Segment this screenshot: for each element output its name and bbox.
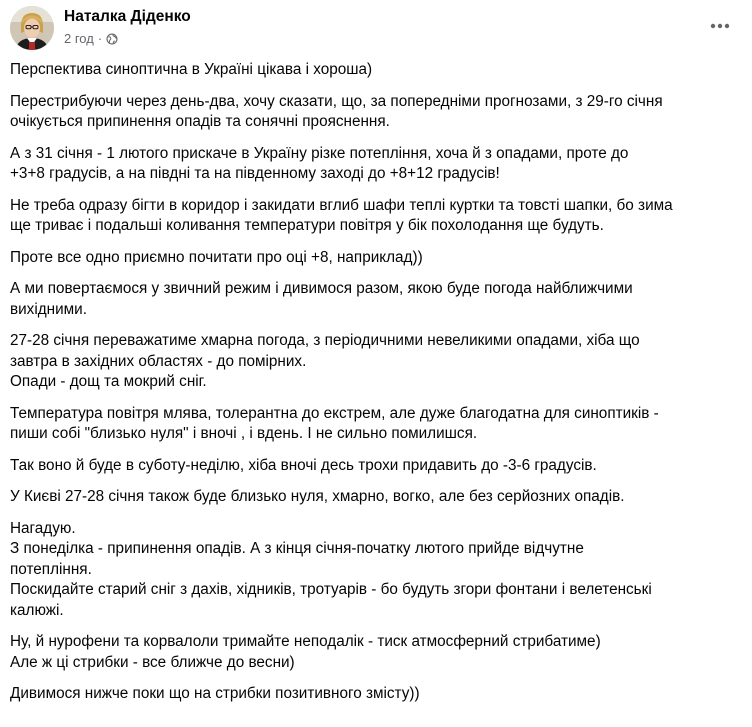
post-paragraph: Дивимося нижче поки що на стрибки позитивного змісту)) — [10, 685, 420, 702]
post-paragraph: Так воно й буде в суботу-неділю, хіба вночі десь трохи придавить до -3-6 градусів. — [10, 456, 597, 474]
post-paragraph: А ми повертаємося у звичний режим і дивимося разом, якою буде погода найближчими вихідними. — [10, 280, 633, 318]
post-text — [10, 60, 738, 716]
avatar-image — [10, 6, 54, 50]
post-paragraph: А з 31 січня - 1 лютого прискаче в Україну різке потепління, хоча й з опадами, проте до +3+8 градусів, а на півдні та на південному заході до +8+12 градусів! — [10, 144, 629, 182]
post-time[interactable]: 2 год — [64, 31, 94, 46]
post-header — [10, 6, 742, 52]
post-paragraph: Проте все одно приємно почитати про оці +8, наприклад)) — [10, 248, 423, 266]
post-paragraph: Нагадую. З понеділка - припинення опадів. А з кінця січня-початку лютого прийде відчутне потепління. Поскидайте старий сніг з дахів, хідників, тротуарів - бо будуть згори фонтани і велетенські калюжі. — [10, 519, 652, 619]
post-paragraph: Температура повітря млява, толерантна до екстрем, але дуже благодатна для синоптиків - пиши собі "близько нуля" і вночі , і вдень. І не сильно помилишся. — [10, 404, 659, 442]
post-paragraph: 27-28 січня переважатиме хмарна погода, з періодичними невеликими опадами, хіба що завтра в західних областях - до помірних. Опади - дощ та мокрий сніг. — [10, 332, 640, 390]
post-paragraph: Ну, й нурофени та корвалоли тримайте неподалік - тиск атмосферний стрибатиме) Але ж ці стрибки - все ближче до весни) — [10, 633, 601, 671]
author-avatar[interactable] — [10, 6, 54, 50]
more-options-button[interactable] — [706, 12, 734, 40]
post-paragraph: Перестрибуючи через день-два, хочу сказати, що, за попередніми прогнозами, з 29-го січня очікується припинення опадів та сонячні прояснення. — [10, 92, 663, 130]
post-meta — [64, 31, 118, 46]
post-paragraph: Перспектива синоптична в Україні цікава і хороша) — [10, 61, 373, 78]
meta-separator: · — [97, 31, 103, 46]
post-paragraph: У Києві 27-28 січня також буде близько нуля, хмарно, вогко, але без серйозних опадів. — [10, 488, 625, 505]
globe-icon[interactable] — [106, 33, 118, 45]
author-name[interactable]: Наталка Діденко — [64, 8, 191, 25]
more-options-icon — [710, 23, 730, 29]
post-paragraph: Не треба одразу бігти в коридор і закидати вглиб шафи теплі куртки та товсті шапки, бо зима ще триває і подальші коливання температури повітря у бік похолодання ще будуть. — [10, 196, 673, 234]
